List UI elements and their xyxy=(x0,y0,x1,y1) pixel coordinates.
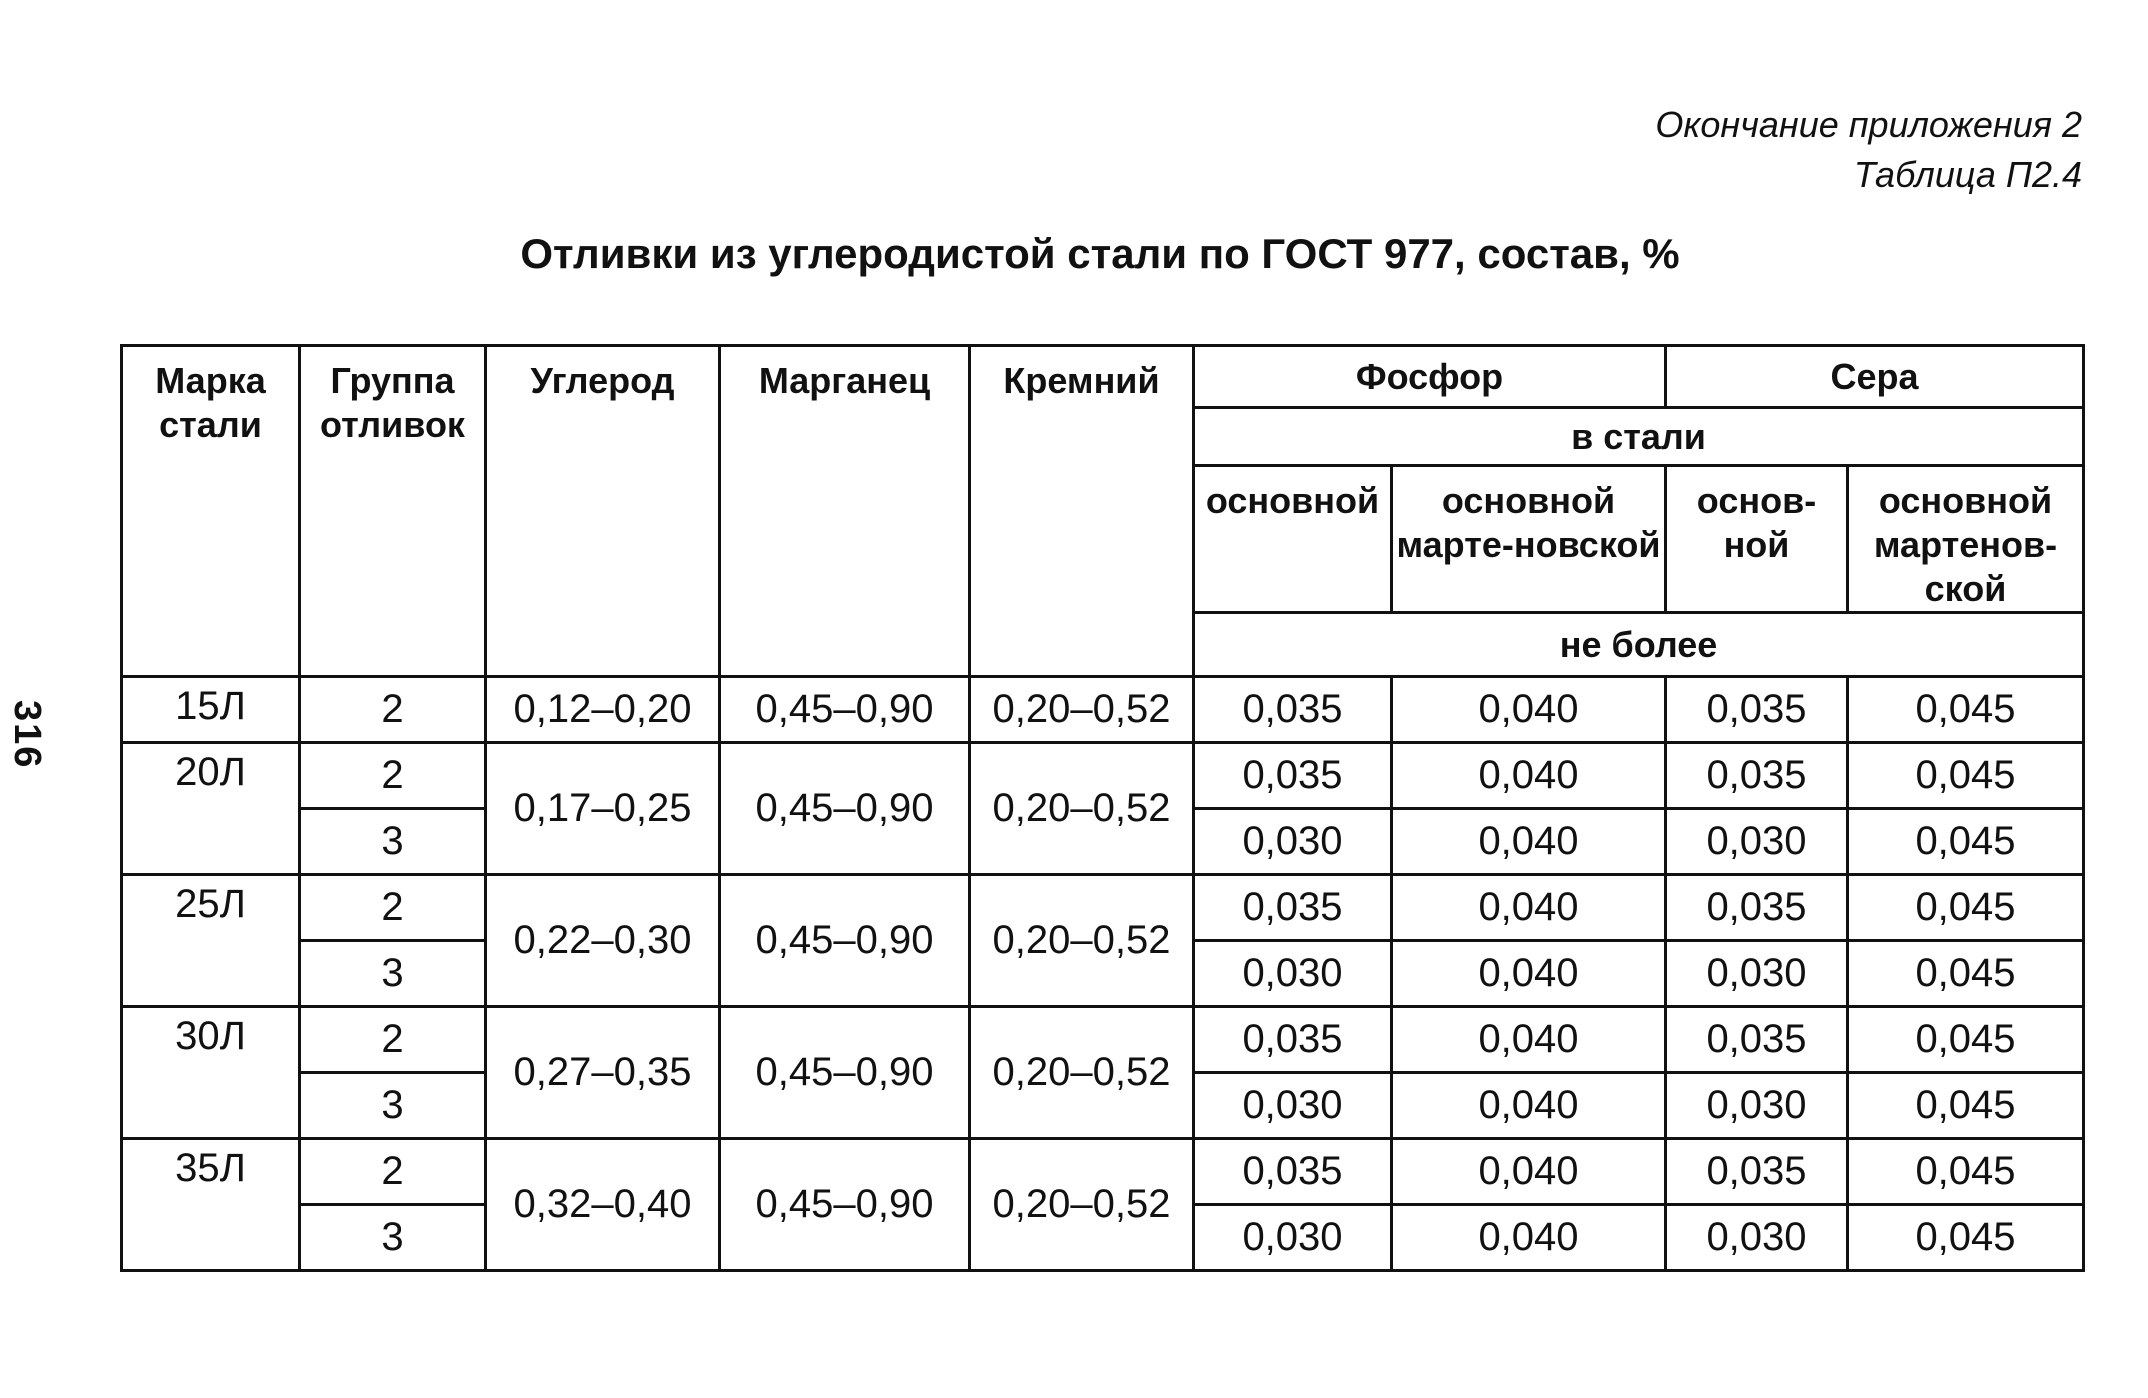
cell-group: 3 xyxy=(300,941,486,1007)
cell-s-basic: 0,035 xyxy=(1666,875,1848,941)
cell-silicon: 0,20–0,52 xyxy=(970,1139,1194,1271)
cell-s-open-hearth: 0,045 xyxy=(1848,1205,2084,1271)
cell-s-basic: 0,035 xyxy=(1666,1007,1848,1073)
cell-grade: 25Л xyxy=(122,875,300,1007)
header-s-basic-open-hearth: основной мартенов-ской xyxy=(1848,466,2084,613)
cell-p-open-hearth: 0,040 xyxy=(1392,1205,1666,1271)
table-body xyxy=(122,677,2084,1271)
cell-group: 3 xyxy=(300,809,486,875)
header-phosphorus: Фосфор xyxy=(1194,346,1666,408)
cell-p-open-hearth: 0,040 xyxy=(1392,875,1666,941)
table-caption xyxy=(1655,100,2082,200)
cell-manganese: 0,45–0,90 xyxy=(720,875,970,1007)
header-silicon: Кремний xyxy=(970,346,1194,677)
cell-s-basic: 0,035 xyxy=(1666,677,1848,743)
cell-s-basic: 0,030 xyxy=(1666,941,1848,1007)
header-grade: Марка стали xyxy=(122,346,300,677)
cell-p-open-hearth: 0,040 xyxy=(1392,1073,1666,1139)
cell-grade: 30Л xyxy=(122,1007,300,1139)
header-manganese: Марганец xyxy=(720,346,970,677)
cell-manganese: 0,45–0,90 xyxy=(720,1007,970,1139)
cell-manganese: 0,45–0,90 xyxy=(720,677,970,743)
cell-grade: 15Л xyxy=(122,677,300,743)
cell-carbon: 0,32–0,40 xyxy=(486,1139,720,1271)
cell-p-basic: 0,030 xyxy=(1194,1205,1392,1271)
table-number: Таблица П2.4 xyxy=(1853,154,2082,195)
header-p-basic-open-hearth: основной марте-новской xyxy=(1392,466,1666,613)
cell-group: 2 xyxy=(300,1139,486,1205)
header-sulfur: Сера xyxy=(1666,346,2084,408)
cell-s-open-hearth: 0,045 xyxy=(1848,941,2084,1007)
cell-p-basic: 0,030 xyxy=(1194,809,1392,875)
cell-group: 3 xyxy=(300,1073,486,1139)
cell-s-basic: 0,035 xyxy=(1666,743,1848,809)
table-row xyxy=(122,743,2084,809)
cell-carbon: 0,27–0,35 xyxy=(486,1007,720,1139)
cell-p-basic: 0,035 xyxy=(1194,743,1392,809)
cell-p-open-hearth: 0,040 xyxy=(1392,809,1666,875)
cell-p-open-hearth: 0,040 xyxy=(1392,743,1666,809)
cell-grade: 35Л xyxy=(122,1139,300,1271)
cell-s-basic: 0,030 xyxy=(1666,1205,1848,1271)
cell-p-basic: 0,035 xyxy=(1194,677,1392,743)
table-row xyxy=(122,1007,2084,1073)
header-group: Группа отливок xyxy=(300,346,486,677)
cell-p-basic: 0,035 xyxy=(1194,1007,1392,1073)
header-carbon: Углерод xyxy=(486,346,720,677)
cell-p-basic: 0,030 xyxy=(1194,941,1392,1007)
cell-group: 2 xyxy=(300,743,486,809)
page-number: 316 xyxy=(6,700,48,770)
cell-silicon: 0,20–0,52 xyxy=(970,743,1194,875)
cell-carbon: 0,12–0,20 xyxy=(486,677,720,743)
cell-silicon: 0,20–0,52 xyxy=(970,677,1194,743)
page-title: Отливки из углеродистой стали по ГОСТ 977, состав, % xyxy=(520,230,1680,277)
cell-carbon: 0,17–0,25 xyxy=(486,743,720,875)
cell-p-open-hearth: 0,040 xyxy=(1392,941,1666,1007)
table-row xyxy=(122,1139,2084,1205)
cell-manganese: 0,45–0,90 xyxy=(720,1139,970,1271)
header-p-basic: основной xyxy=(1194,466,1392,613)
table-row xyxy=(122,677,2084,743)
cell-s-open-hearth: 0,045 xyxy=(1848,809,2084,875)
composition-table xyxy=(120,344,2085,1272)
header-max-note: не более xyxy=(1194,613,2084,677)
cell-group: 2 xyxy=(300,1007,486,1073)
cell-s-open-hearth: 0,045 xyxy=(1848,1139,2084,1205)
cell-group: 2 xyxy=(300,677,486,743)
cell-s-open-hearth: 0,045 xyxy=(1848,1007,2084,1073)
cell-s-basic: 0,035 xyxy=(1666,1139,1848,1205)
cell-s-open-hearth: 0,045 xyxy=(1848,677,2084,743)
cell-p-open-hearth: 0,040 xyxy=(1392,677,1666,743)
cell-s-basic: 0,030 xyxy=(1666,1073,1848,1139)
cell-silicon: 0,20–0,52 xyxy=(970,1007,1194,1139)
cell-s-open-hearth: 0,045 xyxy=(1848,1073,2084,1139)
cell-grade: 20Л xyxy=(122,743,300,875)
cell-silicon: 0,20–0,52 xyxy=(970,875,1194,1007)
header-in-steel: в стали xyxy=(1194,408,2084,466)
cell-p-basic: 0,035 xyxy=(1194,875,1392,941)
table-row xyxy=(122,875,2084,941)
cell-carbon: 0,22–0,30 xyxy=(486,875,720,1007)
cell-p-open-hearth: 0,040 xyxy=(1392,1139,1666,1205)
cell-manganese: 0,45–0,90 xyxy=(720,743,970,875)
cell-p-basic: 0,035 xyxy=(1194,1139,1392,1205)
cell-s-basic: 0,030 xyxy=(1666,809,1848,875)
appendix-caption: Окончание приложения 2 xyxy=(1655,104,2082,145)
cell-p-open-hearth: 0,040 xyxy=(1392,1007,1666,1073)
header-s-basic: основ-ной xyxy=(1666,466,1848,613)
cell-p-basic: 0,030 xyxy=(1194,1073,1392,1139)
cell-group: 3 xyxy=(300,1205,486,1271)
cell-s-open-hearth: 0,045 xyxy=(1848,743,2084,809)
cell-s-open-hearth: 0,045 xyxy=(1848,875,2084,941)
cell-group: 2 xyxy=(300,875,486,941)
